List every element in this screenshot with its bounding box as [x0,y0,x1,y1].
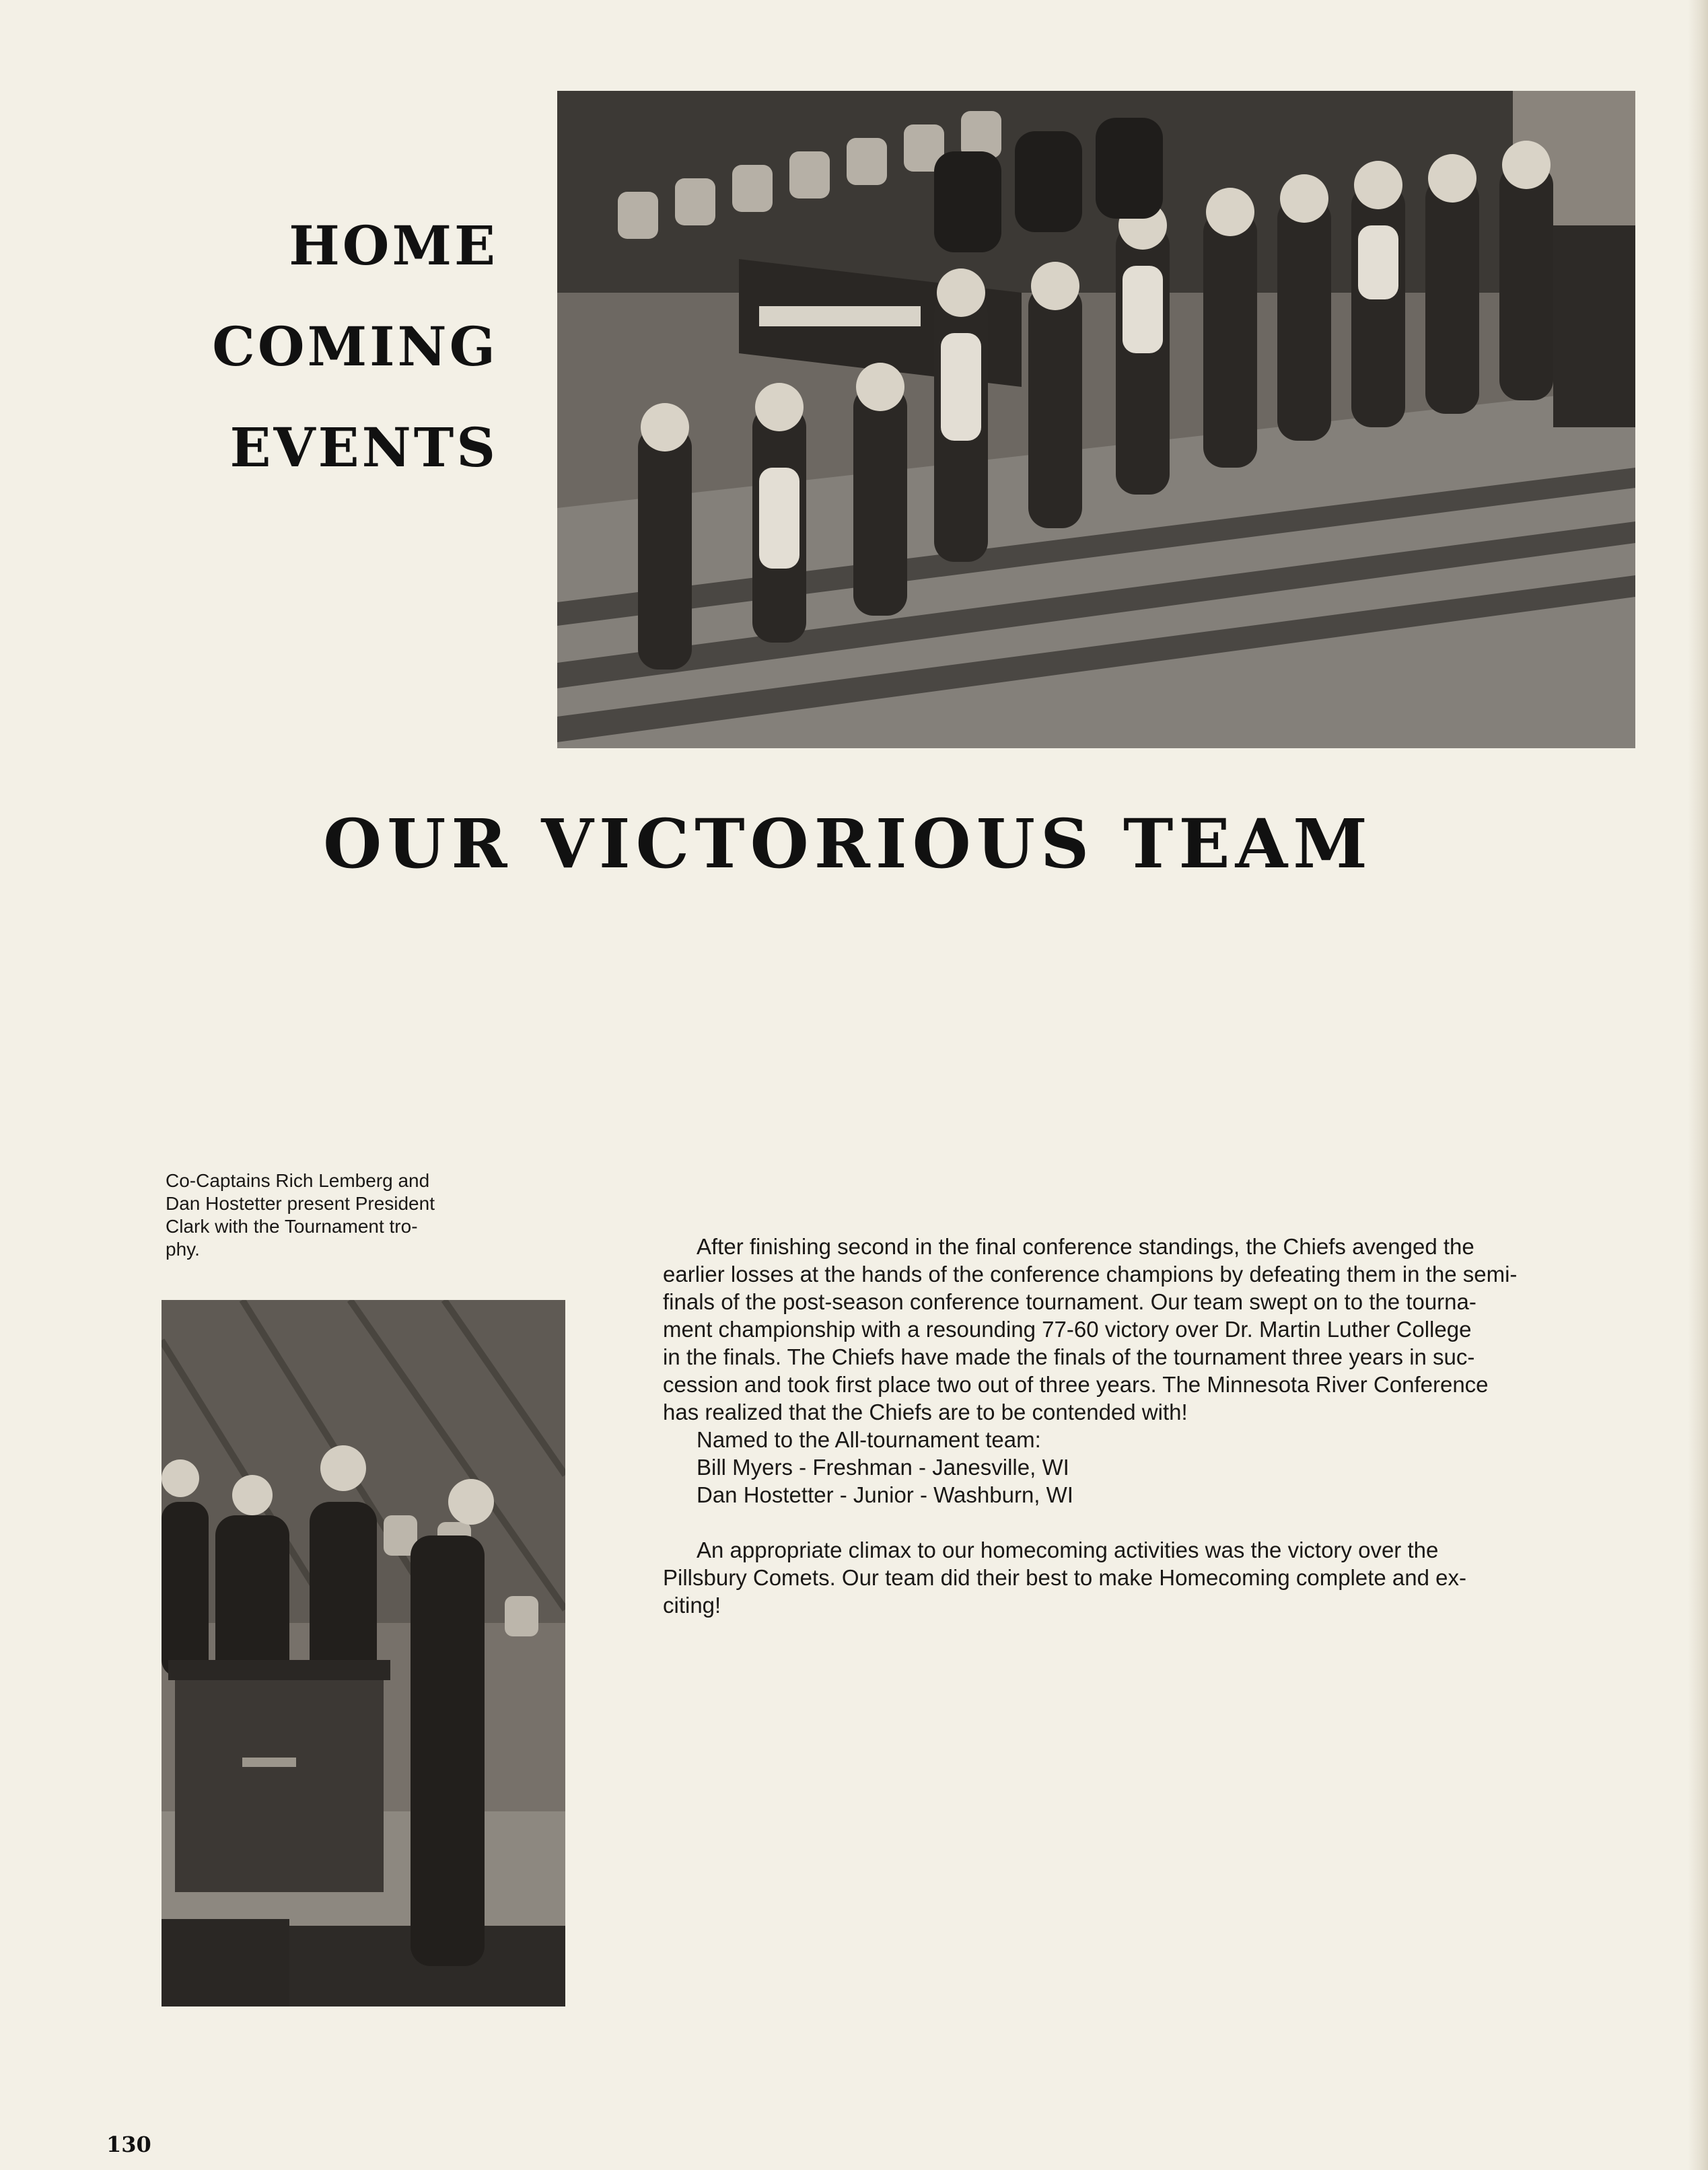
page-edge [1688,0,1708,2170]
team-on-stage-photo [557,91,1635,748]
all-tournament-player: Bill Myers - Freshman - Janesville, WI [697,1455,1069,1480]
section-title [202,195,498,498]
paragraph-gap [663,1509,1598,1536]
caption-line: Co-Captains Rich Lemberg and [166,1170,430,1191]
caption-line: Clark with the Tournament tro- [166,1216,418,1237]
paragraph1-line: in the finals. The Chiefs have made the finals of the tournament three years in suc- [663,1344,1475,1369]
paragraph2-line: An appropriate climax to our homecoming activities was the victory over the [697,1538,1439,1562]
paragraph1-line: has realized that the Chiefs are to be contended with! [663,1400,1188,1424]
caption-line: Dan Hostetter present President [166,1193,435,1214]
paragraph1-line: cession and took first place two out of three years. The Minnesota River Conference [663,1372,1489,1397]
caption-line: phy. [166,1239,200,1260]
paragraph1-line: earlier losses at the hands of the conference champions by defeating them in the semi- [663,1262,1518,1287]
photo-caption [166,1169,489,1261]
article-body [663,1233,1598,1619]
all-tournament-player: Dan Hostetter - Junior - Washburn, WI [697,1482,1073,1507]
headline: OUR VICTORIOUS TEAM [323,804,1373,883]
title-line-coming: COMING [212,315,498,378]
title-line-events: EVENTS [229,416,498,479]
paragraph2-line: Pillsbury Comets. Our team did their best to make Homecoming complete and ex- [663,1565,1466,1590]
paragraph1-line: After finishing second in the final conference standings, the Chiefs avenged the [697,1234,1474,1259]
paragraph2-line: citing! [663,1593,721,1618]
paragraph1-line: ment championship with a resounding 77-60 victory over Dr. Martin Luther College [663,1317,1472,1342]
paragraph1-line: finals of the post-season conference tournament. Our team swept on to the tourna- [663,1289,1476,1314]
all-tournament-heading: Named to the All-tournament team: [697,1427,1041,1452]
page-number: 130 [106,2132,151,2157]
title-line-home: HOME [289,214,498,277]
trophy-presentation-photo [162,1300,565,2006]
